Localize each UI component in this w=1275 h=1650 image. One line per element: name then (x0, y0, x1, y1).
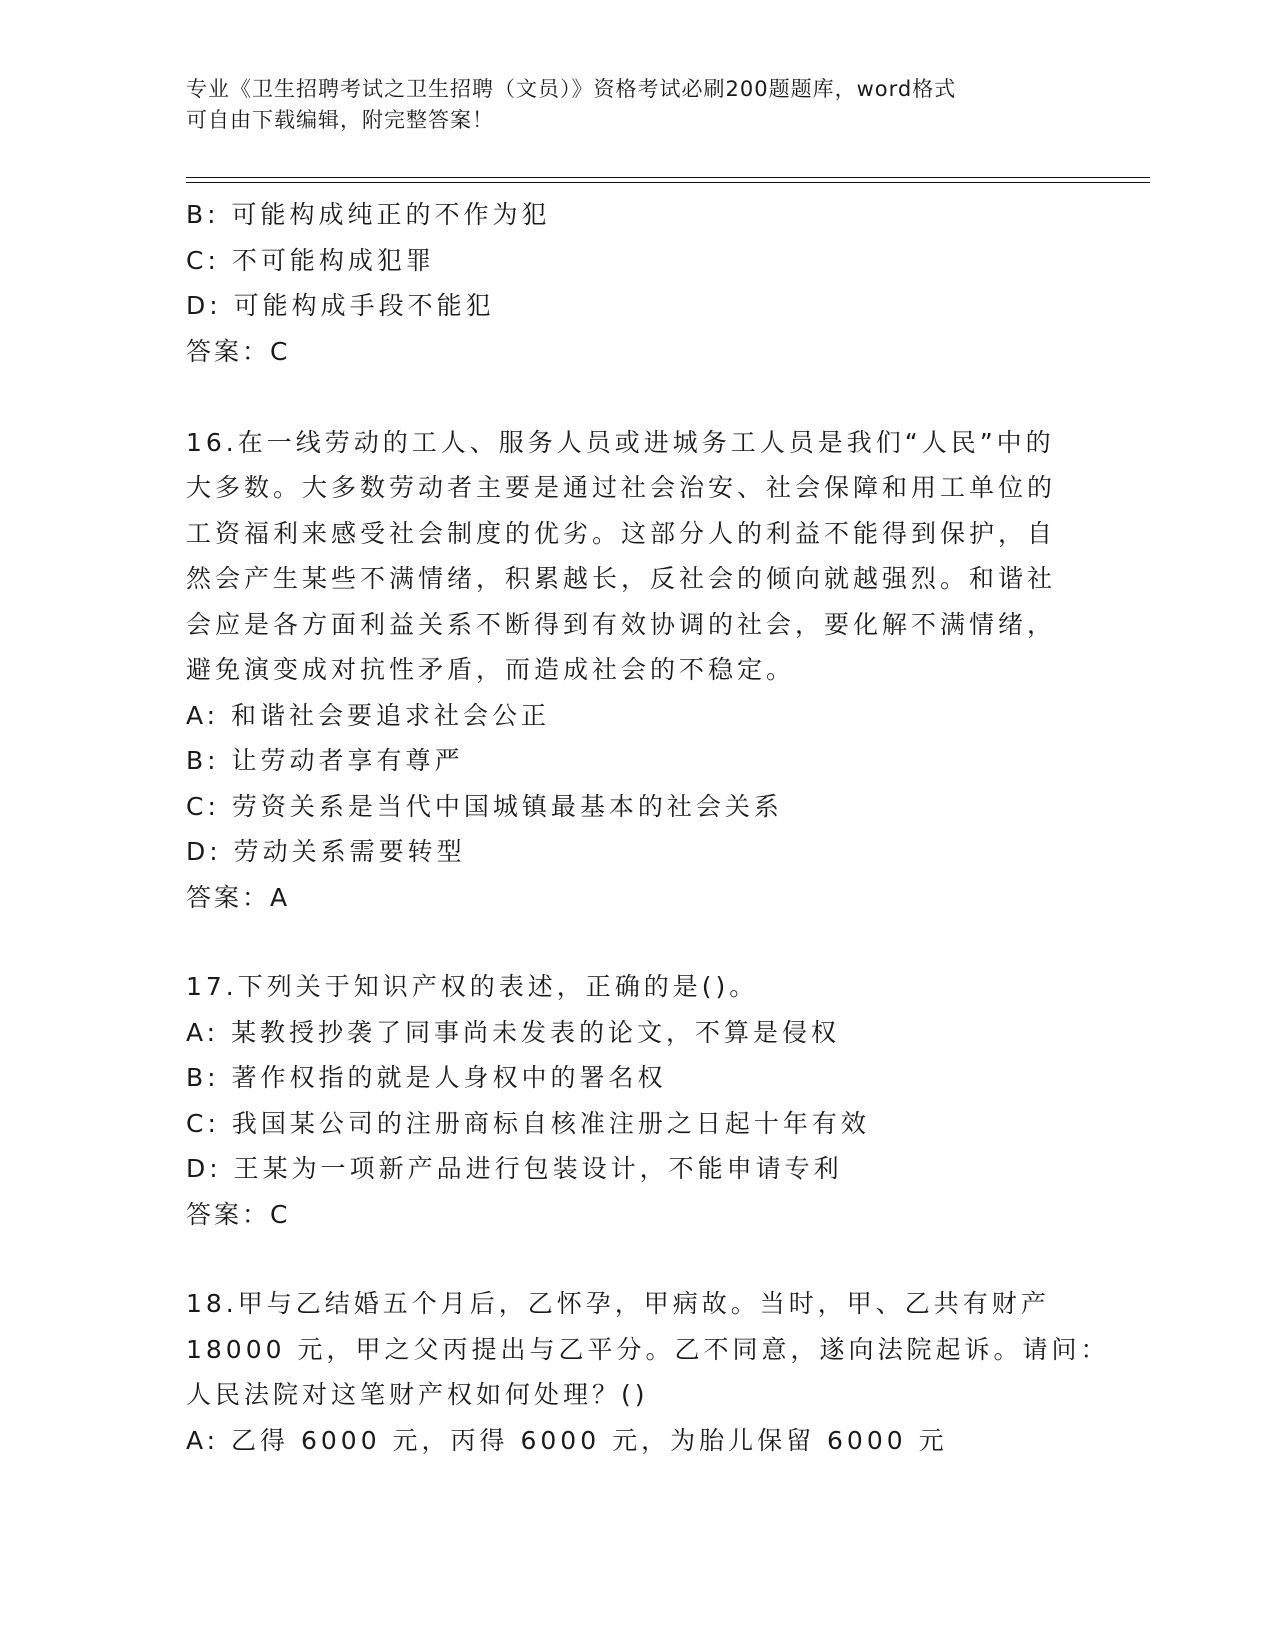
header-divider-bottom (186, 182, 1150, 183)
option-b: B: 可能构成纯正的不作为犯 (186, 200, 551, 229)
question-stem-line: 人民法院对这笔财产权如何处理？() (186, 1380, 649, 1409)
document-header (186, 74, 1086, 136)
header-divider-top (186, 177, 1150, 178)
option-b: B: 让劳动者享有尊严 (186, 746, 464, 775)
question-15-tail (186, 192, 1086, 374)
header-title-line-2: 可自由下载编辑，附完整答案！ (186, 108, 494, 132)
option-a: A: 某教授抄袭了同事尚未发表的论文，不算是侵权 (186, 1017, 841, 1047)
question-stem-line: 然会产生某些不满情绪，积累越长，反社会的倾向就越强烈。和谐社 (186, 564, 1057, 593)
option-c: C: 劳资关系是当代中国城镇最基本的社会关系 (186, 791, 783, 821)
spacer (186, 1237, 1086, 1281)
option-a: A: 和谐社会要追求社会公正 (186, 700, 551, 730)
option-c: C: 不可能构成犯罪 (186, 245, 435, 275)
header-title-line-1: 专业《卫生招聘考试之卫生招聘（文员）》资格考试必刷200题题库，word格式 (186, 77, 957, 101)
question-stem-line: 工资福利来感受社会制度的优劣。这部分人的利益不能得到保护，自 (186, 518, 1057, 548)
option-d: D: 劳动关系需要转型 (186, 837, 466, 866)
question-stem-line: 18000 元，甲之父丙提出与乙平分。乙不同意，遂向法院起诉。请问： (186, 1334, 1110, 1364)
option-c: C: 我国某公司的注册商标自核准注册之日起十年有效 (186, 1108, 870, 1138)
question-stem-line: 18.甲与乙结婚五个月后，乙怀孕，甲病故。当时，甲、乙共有财产 (186, 1289, 1050, 1318)
option-d: D: 可能构成手段不能犯 (186, 291, 495, 320)
question-18 (186, 1281, 1110, 1463)
question-stem-line: 17.下列关于知识产权的表述，正确的是()。 (186, 972, 759, 1001)
question-stem-line: 16.在一线劳动的工人、服务人员或进城务工人员是我们“人民”中的 (186, 427, 1055, 457)
spacer (186, 374, 1086, 420)
question-stem-line: 会应是各方面利益关系不断得到有效协调的社会，要化解不满情绪， (186, 609, 1057, 639)
spacer (186, 920, 1086, 964)
question-17 (186, 964, 1086, 1237)
question-16 (186, 420, 1086, 921)
document-body (186, 192, 1110, 1463)
option-d: D: 王某为一项新产品进行包装设计，不能申请专利 (186, 1154, 843, 1183)
answer-line: 答案：C (186, 1199, 291, 1229)
question-stem-line: 大多数。大多数劳动者主要是通过社会治安、社会保障和用工单位的 (186, 473, 1057, 502)
answer-line: 答案：A (186, 882, 291, 912)
answer-line: 答案：C (186, 336, 291, 366)
option-a: A: 乙得 6000 元，丙得 6000 元，为胎儿保留 6000 元 (186, 1425, 948, 1455)
question-stem-line: 避免演变成对抗性矛盾，而造成社会的不稳定。 (186, 655, 796, 684)
option-b: B: 著作权指的就是人身权中的署名权 (186, 1063, 667, 1092)
